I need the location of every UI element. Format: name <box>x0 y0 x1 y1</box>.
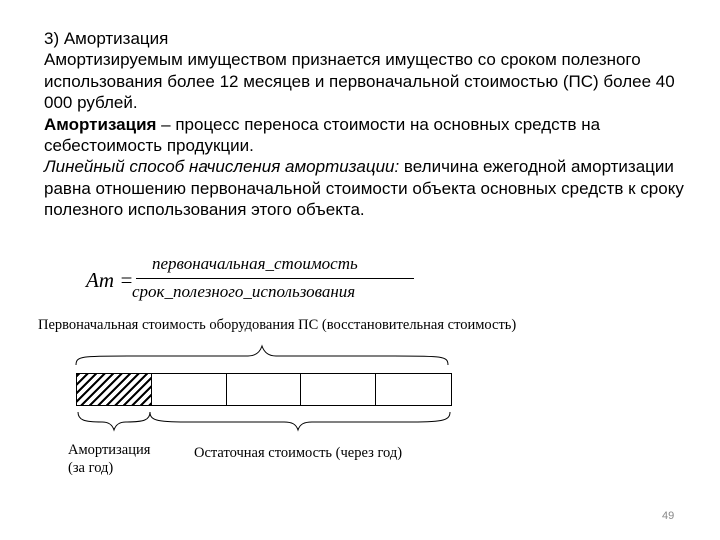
residual-segment <box>376 374 451 405</box>
slide-heading: 3) Амортизация <box>44 29 169 48</box>
amortization-brace <box>74 410 156 432</box>
formula-numerator: первоначальная_стоимость <box>152 254 358 273</box>
residual-brace <box>146 410 456 432</box>
amortization-label-line2: (за год) <box>68 460 114 476</box>
paragraph-definition-amortization <box>44 114 694 157</box>
fraction-line <box>136 278 414 279</box>
amortization-formula <box>86 254 416 306</box>
amortization-definition-text: – процесс переноса стоимости на основных средств на себестоимость продукции. <box>44 114 601 156</box>
term-amortization: Амортизация <box>44 114 157 134</box>
formula-lhs: Am = <box>86 268 134 292</box>
residual-segment <box>227 374 302 405</box>
top-brace <box>70 344 454 366</box>
linear-method-text: величина ежегодной амортизации равна отношению первоначальной стоимости объекта основных средств к сроку полезного использования этого объекта. <box>44 157 684 220</box>
formula-denominator: срок_полезного_использования <box>132 282 356 301</box>
slide-text <box>44 28 694 221</box>
residual-value-label: Остаточная стоимость (через год) <box>194 445 403 461</box>
amortization-label-line1: Амортизация <box>68 442 151 458</box>
linear-method-label: Линейный способ начисления амортизации: <box>44 157 400 177</box>
paragraph-linear-method <box>44 156 694 220</box>
residual-segment <box>301 374 376 405</box>
amortization-label <box>68 441 150 477</box>
amortization-segment <box>77 374 152 405</box>
value-bar <box>76 373 452 406</box>
paragraph-definition-property: Амортизируемым имуществом признается имущество со сроком полезного использования более 12 месяцев и первоначальной стоимостью (ПС) более 40 000 рублей. <box>44 50 675 113</box>
residual-segment <box>152 374 227 405</box>
initial-cost-caption: Первоначальная стоимость оборудования ПС (восстановительная стоимость) <box>38 317 517 333</box>
page-number: 49 <box>662 510 675 522</box>
